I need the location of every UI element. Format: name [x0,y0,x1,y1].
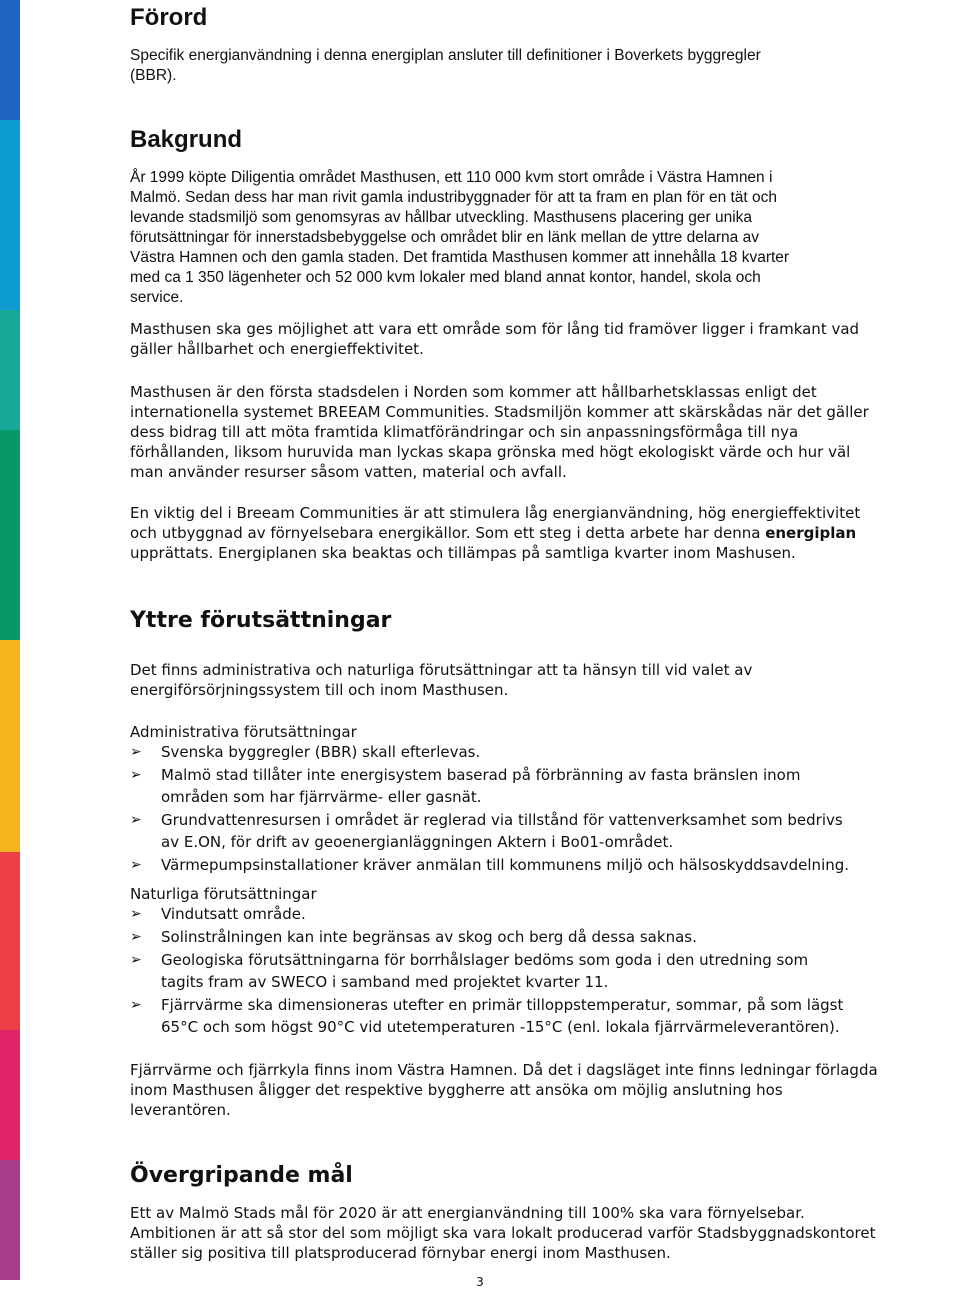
list-item-text: Fjärrvärme ska dimensioneras utefter en primär tilloppstemperatur, sommar, på som lägst 65°C och som högst 90°C vid utetemperaturen -15°C (enl. lokala fjärrvärmeleverantören). [161,996,844,1036]
bakgrund-paragraph-3: Masthusen är den första stadsdelen i Norden som kommer att hållbarhetsklassas enligt det internationella systemet BREEAM Communities. Stadsmiljön kommer att skärskådas när det gäller dess bidrag till att möta framtida klimatförändringar och sin anpassningsförmåga till nya förhållanden, liksom huruvida man lyckas skapa grönska med högt ekologiskt värde och hur väl man använder resurser såsom vatten, material och avfall. [130,383,869,481]
arrow-bullet-icon: ➢ [130,952,142,968]
list-item [96,741,922,763]
stripe-segment [0,1030,20,1160]
arrow-bullet-icon: ➢ [130,812,142,828]
stripe-segment [0,430,20,640]
list-item [96,903,922,925]
list-item [96,926,922,948]
heading-yttre-forutsattningar: Yttre förutsättningar [130,608,392,633]
paragraph-text: upprättats. Energiplanen ska beaktas och tillämpas på samtliga kvarter inom Mashusen. [130,544,796,562]
natural-list [96,903,922,1039]
energiplan-emphasis: energiplan [765,524,857,542]
natural-label: Naturliga förutsättningar [130,885,317,903]
list-item-text: Vindutsatt område. [161,905,306,923]
heading-forord: Förord [130,4,208,31]
stripe-segment [0,0,20,120]
overgripande-text: Ett av Malmö Stads mål för 2020 är att energianvändning till 100% ska vara förnyelsebar. Ambitionen är att så stor del som möjligt ska vara lokalt producerad varför Stadsbyggnadskontoret ställer sig positiva till platsproducerad förnybar energi inom Masthusen. [130,1204,876,1262]
list-item [96,854,922,876]
list-item-text: Grundvattenresursen i området är reglerad via tillstånd för vattenverksamhet som bedrivs av E.ON, för drift av geoenergianläggningen Aktern i Bo01-området. [161,811,843,851]
bakgrund-paragraph-1: År 1999 köpte Diligentia området Masthusen, ett 110 000 kvm stort område i Västra Hamnen i Malmö. Sedan dess har man rivit gamla industribyggnader för att ta fram en plan för en tät och levande stadsmiljö som genomsyras av hållbar utveckling. Masthusens placering ger unika förutsättningar för innerstadsbebyggelse och området blir en länk mellan de yttre delarna av Västra Hamnen och den gamla staden. Det framtida Masthusen kommer att innehålla 18 kvarter med ca 1 350 lägenheter och 52 000 kvm lokaler med bland annat kontor, handel, skola och service. [130,169,790,306]
arrow-bullet-icon: ➢ [130,997,142,1013]
list-item-text: Svenska byggregler (BBR) skall efterlevas. [161,743,481,761]
list-item [96,809,922,853]
list-item [96,949,922,993]
admin-list [96,741,922,877]
list-item-text: Geologiska förutsättningarna för borrhålslager bedöms som goda i den utredning som tagits fram av SWECO i samband med projektet kvarter 11. [161,951,809,991]
stripe-segment [0,640,20,852]
paragraph-text: En viktig del i Breeam Communities är att stimulera låg energianvändning, hög energieffektivitet och utbyggnad av förnyelsebara energikällor. Som ett steg i detta arbete har denna [130,504,861,542]
list-item [96,764,922,808]
bakgrund-paragraph-4 [130,503,956,563]
arrow-bullet-icon: ➢ [130,744,142,760]
stripe-segment [0,120,20,310]
list-item-text: Värmepumpsinstallationer kräver anmälan till kommunens miljö och hälsoskyddsavdelning. [161,856,850,874]
stripe-segment [0,310,20,430]
heading-overgripande-mal: Övergripande mål [130,1163,353,1188]
arrow-bullet-icon: ➢ [130,929,142,945]
forord-text: Specifik energianvändning i denna energiplan ansluter till definitioner i Boverkets byggregler (BBR). [130,47,761,84]
stripe-segment [0,852,20,1030]
admin-label: Administrativa förutsättningar [130,723,357,741]
stripe-segment [0,1160,20,1280]
arrow-bullet-icon: ➢ [130,857,142,873]
yttre-closing: Fjärrvärme och fjärrkyla finns inom Västra Hamnen. Då det i dagsläget inte finns ledningar förlagda inom Masthusen åligger det respektive byggherre att ansöka om möjlig anslutning hos leverantören. [130,1061,878,1119]
list-item-text: Malmö stad tillåter inte energisystem baserad på förbränning av fasta bränslen inom områden som har fjärrvärme- eller gasnät. [161,766,801,806]
bakgrund-paragraph-2: Masthusen ska ges möjlighet att vara ett område som för lång tid framöver ligger i framkant vad gäller hållbarhet och energieffektivitet. [130,320,860,358]
arrow-bullet-icon: ➢ [130,767,142,783]
list-item-text: Solinstrålningen kan inte begränsas av skog och berg då dessa saknas. [161,928,697,946]
heading-bakgrund: Bakgrund [130,126,243,153]
yttre-intro: Det finns administrativa och naturliga förutsättningar att ta hänsyn till vid valet av energiförsörjningssystem till och inom Masthusen. [130,661,753,699]
arrow-bullet-icon: ➢ [130,906,142,922]
page-number: 3 [476,1275,484,1289]
list-item [96,994,922,1038]
